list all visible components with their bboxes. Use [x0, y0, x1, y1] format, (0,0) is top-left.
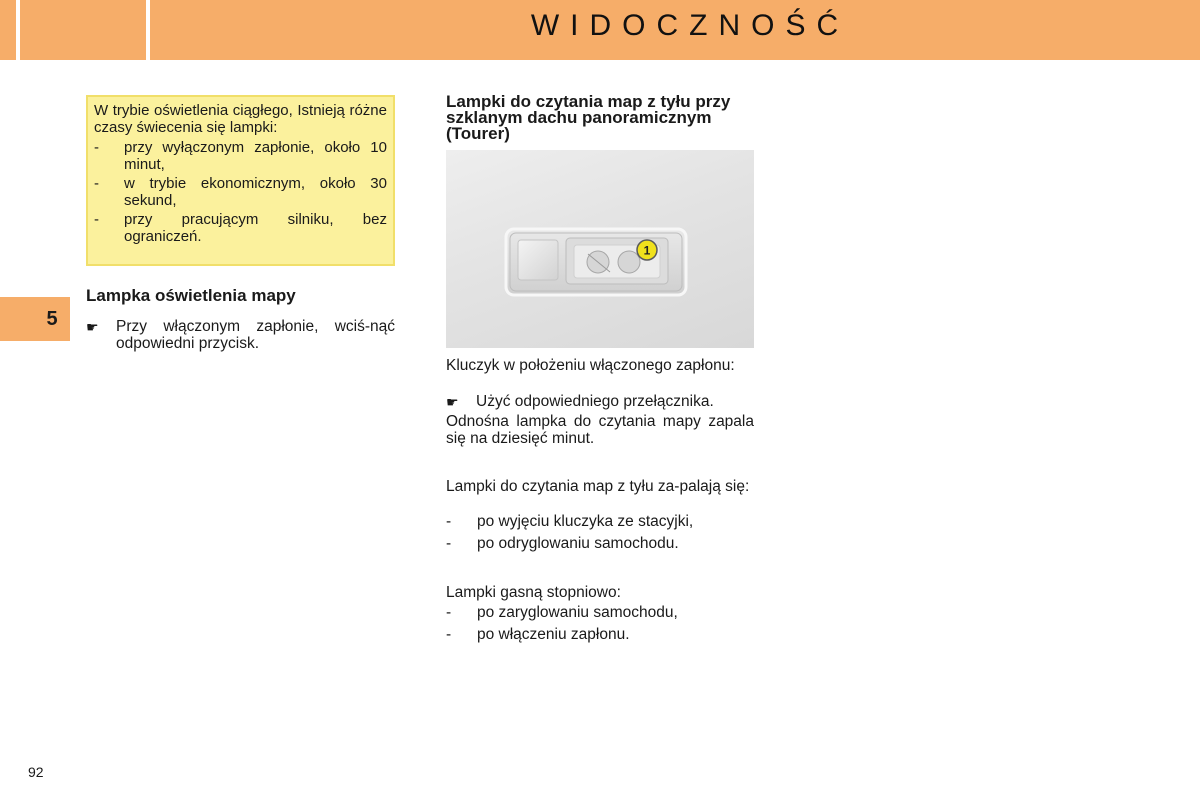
note-item: - w trybie ekonomicznym, około 30 sekund,: [94, 175, 387, 209]
callout-label: 1: [643, 243, 651, 258]
lamp-duration-paragraph: Odnośna lampka do czytania mapy zapala się na dziesięć minut.: [446, 413, 754, 447]
list-item: - po zaryglowaniu samochodu,: [446, 604, 678, 621]
list-item: - po odryglowaniu samochodu.: [446, 534, 679, 552]
note-item: - przy wyłączonym zapłonie, około 10 minut,: [94, 139, 387, 173]
chapter-tab: [0, 297, 70, 341]
header-divider: [16, 0, 20, 62]
rear-map-light-photo: [446, 150, 754, 348]
lights-on-list: [446, 514, 754, 552]
rear-map-lights-heading: Lampki do czytania map z tyłu przy szklanym dachu panoramicznym (Tourer): [446, 92, 731, 143]
page-number: 92: [28, 764, 44, 780]
ignition-paragraph: Kluczyk w położeniu włączonego zapłonu:: [446, 357, 735, 374]
lights-off-paragraph: Lampki gasną stopniowo:: [446, 584, 621, 601]
pointing-hand-icon: ☛: [446, 394, 459, 410]
note-box: [86, 95, 395, 266]
map-light-heading: Lampka oświetlenia mapy: [86, 286, 296, 305]
map-light-illustration: [446, 150, 754, 348]
lights-on-paragraph: Lampki do czytania map z tyłu za-palają się:: [446, 478, 750, 495]
map-light-instruction: ☛ Przy włączonym zapłonie, wciś-nąć odpowiedni przycisk.: [86, 318, 395, 352]
note-item: - przy pracującym silniku, bez ograniczeń.: [94, 211, 387, 245]
switch-button: [618, 251, 640, 273]
header-bar-left: [0, 0, 16, 60]
list-item: - po wyjęciu kluczyka ze stacyjki,: [446, 513, 694, 530]
note-intro: W trybie oświetlenia ciągłego, Istnieją różne czasy świecenia się lampki:: [94, 102, 387, 136]
light-lens: [518, 240, 558, 280]
page-title: WIDOCZNOŚĆ: [530, 9, 850, 42]
switch-instruction: ☛ Użyć odpowiedniego przełącznika.: [446, 393, 714, 410]
lights-off-list: [446, 605, 754, 643]
pointing-hand-icon: ☛: [86, 319, 99, 335]
chapter-number: 5: [46, 308, 58, 330]
list-item: - po włączeniu zapłonu.: [446, 625, 630, 643]
